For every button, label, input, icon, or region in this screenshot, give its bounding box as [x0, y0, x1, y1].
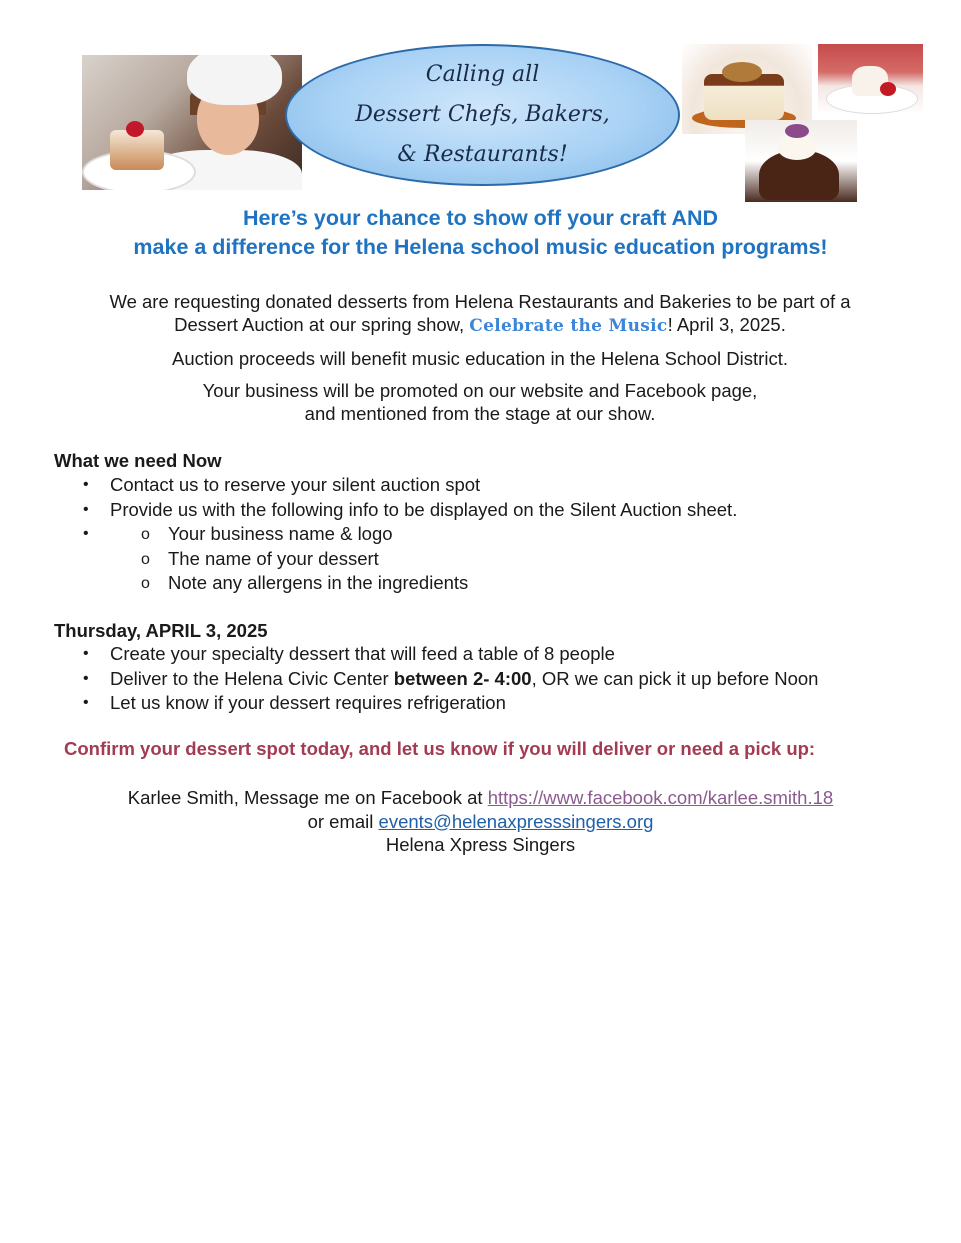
intro-p1-line-b: Dessert Auction at our spring show,: [174, 314, 470, 335]
intro-p1-line-a: We are requesting donated desserts from Helena Restaurants and Bakeries to be part of a: [109, 291, 851, 312]
list-item: • Contact us to reserve your silent auction spot: [110, 473, 737, 498]
contact-block: [0, 786, 961, 857]
section-heading-now: What we need Now: [54, 450, 222, 471]
banner-line-2: Dessert Chefs, Bakers,: [355, 102, 610, 127]
banner-line-3: & Restaurants!: [397, 142, 568, 167]
deliver-text-c: , OR we can pick it up before Noon: [531, 667, 819, 689]
intro-paragraph-2: Auction proceeds will benefit music education in the Helena School District.: [172, 348, 788, 369]
sublist-container: [110, 522, 737, 596]
headline-line-1: Here’s your chance to show off your craft AND: [242, 206, 719, 230]
contact-line-1: [0, 786, 961, 810]
sub-list-item: o The name of your dessert: [168, 547, 737, 572]
headline: [0, 204, 961, 262]
dessert-photo-chocolate-cake: [745, 120, 857, 202]
show-name: Celebrate the Music: [469, 316, 668, 336]
organization-name: Helena Xpress Singers: [385, 834, 576, 855]
banner-line-1: Calling all: [425, 62, 540, 87]
sub-list-item: o • Your business name & logo: [168, 522, 737, 547]
dessert-photo-panna-cotta: [818, 44, 923, 114]
header-banner: [285, 44, 680, 186]
deliver-time: between 2- 4:00: [393, 667, 532, 689]
facebook-link[interactable]: https://www.facebook.com/karlee.smith.18: [487, 787, 834, 808]
deliver-text-a: Deliver to the Helena Civic Center: [110, 667, 394, 689]
list-item: [110, 667, 818, 692]
intro-p3-line-b: and mentioned from the stage at our show.: [304, 403, 656, 424]
email-prefix: or email: [307, 810, 379, 832]
intro-p1-line-c: ! April 3, 2025.: [667, 314, 786, 335]
intro-p3-line-a: Your business will be promoted on our website and Facebook page,: [202, 380, 758, 401]
contact-line-2: [0, 810, 961, 834]
list-item: • Create your specialty dessert that will feed a table of 8 people: [110, 642, 818, 667]
list-item: • Provide us with the following info to be displayed on the Silent Auction sheet.: [110, 498, 737, 523]
confirm-callout: Confirm your dessert spot today, and let us know if you will deliver or need a pick up:: [64, 738, 816, 759]
intro-text: [30, 290, 930, 434]
thursday-list: [110, 642, 818, 716]
now-list: [110, 473, 737, 596]
now-sublist: [110, 522, 737, 596]
email-link[interactable]: events@helenaxpresssingers.org: [378, 810, 654, 832]
intro-paragraph-1: [30, 290, 930, 338]
headline-line-2: make a difference for the Helena school music education programs!: [133, 235, 828, 259]
contact-name-text: Karlee Smith, Message me on Facebook at: [127, 787, 488, 808]
chef-photo: [82, 55, 302, 190]
section-heading-thursday: Thursday, APRIL 3, 2025: [54, 620, 268, 641]
sub-list-item: o Note any allergens in the ingredients: [168, 571, 737, 596]
intro-paragraph-3: [30, 379, 930, 425]
list-item: • Let us know if your dessert requires refrigeration: [110, 691, 818, 716]
